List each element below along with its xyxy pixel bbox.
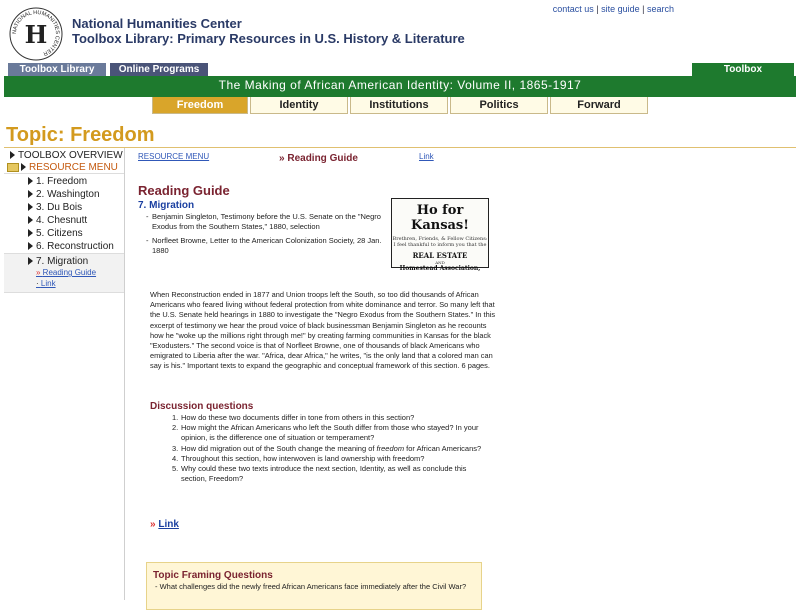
sidebar — [4, 148, 125, 600]
triangle-right-icon — [21, 163, 26, 171]
document-item — [146, 212, 384, 232]
question-text: Why could these two texts introduce the next section, Identity, as well as conclude this section, Freedom? — [181, 464, 467, 484]
triangle-right-icon — [28, 203, 33, 211]
nav-forward[interactable]: Forward — [550, 97, 648, 114]
question-text: How might the African Americans who left the South differ from those who stayed? In your opinion, is the difference one of situation or temperament? — [181, 423, 479, 443]
section-subheading: 7. Migration — [138, 200, 195, 211]
sidebar-item-label: 4. Chesnutt — [36, 215, 88, 226]
sidebar-item-label: 1. Freedom — [36, 176, 88, 187]
logo-ring-text: NATIONAL HUMANITIES CENTER — [11, 9, 61, 57]
triangle-right-icon — [28, 216, 33, 224]
question-text: How do these two documents differ in tone from others in this section? — [181, 413, 415, 422]
tab-online-programs[interactable]: Online Programs — [110, 63, 208, 76]
triangle-right-icon — [28, 177, 33, 185]
sidebar-resource-label: RESOURCE MENU — [29, 162, 118, 173]
sidebar-sub-label: Reading Guide — [42, 268, 97, 277]
framing-box — [146, 562, 482, 610]
question-item — [172, 413, 484, 423]
triangle-right-icon — [28, 242, 33, 250]
discussion-heading: Discussion questions — [150, 401, 254, 412]
double-arrow-icon: » — [150, 519, 159, 530]
question-item — [172, 444, 484, 454]
nav-institutions[interactable]: Institutions — [350, 97, 448, 114]
sidebar-item-washington[interactable] — [4, 188, 148, 201]
logo-letter: H — [24, 20, 48, 49]
tab-toolbox-library[interactable]: Toolbox Library — [8, 63, 106, 76]
question-number: 5. — [172, 464, 179, 474]
crumb-resource-menu[interactable]: RESOURCE MENU — [138, 152, 210, 161]
sidebar-overview-label: TOOLBOX OVERVIEW — [18, 150, 123, 161]
sidebar-item-chesnutt[interactable] — [4, 214, 148, 227]
intro-paragraph: When Reconstruction ended in 1877 and Union troops left the South, so too did thousands of African Americans who feared living without federal protection from white dominance and terror. So many left that the U.S. Senate held hearings in 1880 to investigate the "Negro Exodus from the Southern States." In this excerpt of testimony we hear the proud voice of black businessman Benjamin Singleton as he recounts how he "woke up the millions right through me!" by creating farming communities in Kansas for the black "Exodusters." The second voice is that of Norfleet Browne, one of thousands of black Americans who emigrated to Liberia after the war. "Africa, dear Africa," he writes, "is the only land that a colored man can say is his." Important texts to expand the geographic and conceptual framework of this section. 6 pages. — [150, 290, 496, 371]
question-text: How did migration out of the South change the meaning of — [181, 443, 377, 453]
sidebar-sub-reading-guide[interactable] — [36, 268, 96, 277]
question-list — [172, 413, 484, 484]
crumb-current-label: Reading Guide — [287, 153, 358, 164]
nav-politics[interactable]: Politics — [450, 97, 548, 114]
sidebar-sub-label: Link — [40, 279, 56, 288]
question-number: 3. — [172, 443, 179, 453]
page-title: Topic: Freedom — [6, 124, 155, 146]
framing-heading: Topic Framing Questions — [153, 570, 273, 581]
nhc-logo[interactable] — [8, 6, 64, 62]
contact-link[interactable]: contact us — [552, 4, 594, 14]
org-title — [72, 16, 465, 46]
poster-and: AND — [435, 260, 445, 265]
triangle-right-icon — [28, 257, 33, 265]
document-text: Benjamin Singleton, Testimony before the U.S. Senate on the "Negro Exodus from the Southern States," 1880, selection — [152, 212, 381, 231]
bullet-icon: · — [36, 279, 41, 288]
sidebar-item-label: 7. Migration — [36, 256, 89, 267]
sidebar-item-freedom[interactable] — [4, 175, 148, 188]
site-guide-link[interactable]: site guide — [601, 4, 640, 14]
tab-toolbox[interactable]: Toolbox — [692, 63, 794, 76]
ho-for-kansas-poster-image[interactable] — [391, 198, 489, 272]
sidebar-item-label: 2. Washington — [36, 189, 100, 200]
sidebar-divider — [4, 253, 124, 254]
top-links: contact us | site guide | search — [552, 4, 674, 14]
question-number: 2. — [172, 423, 179, 433]
framing-question-text: What challenges did the newly freed African Americans face immediately after the Civil War? — [159, 582, 467, 591]
dash-icon: - — [146, 236, 149, 245]
poster-title: Ho for Kansas! — [411, 203, 469, 233]
link-anchor[interactable] — [150, 519, 179, 530]
sidebar-item-migration[interactable] — [4, 255, 148, 268]
sidebar-divider — [4, 173, 124, 174]
volume-banner: The Making of African American Identity: Volume II, 1865-1917 — [4, 76, 796, 94]
question-text: for African Americans? — [404, 443, 482, 453]
triangle-right-icon — [28, 190, 33, 198]
sidebar-item-label: 3. Du Bois — [36, 202, 83, 213]
question-number: 1. — [172, 413, 179, 422]
org-subtitle[interactable]: Toolbox Library: Primary Resources in U.S. History & Literature — [72, 31, 465, 46]
crumb-link[interactable]: Link — [419, 152, 434, 161]
question-number: 4. — [172, 453, 179, 463]
document-text: Norfleet Browne, Letter to the American Colonization Society, 28 Jan. 1880 — [152, 236, 382, 255]
nav-identity[interactable]: Identity — [250, 97, 348, 114]
crumb-current — [279, 153, 358, 164]
poster-big-text: REAL ESTATE — [412, 251, 468, 260]
sidebar-sub-link[interactable] — [36, 279, 56, 288]
sidebar-item-citizens[interactable] — [4, 227, 148, 240]
link-label: Link — [158, 519, 179, 530]
question-item — [172, 464, 484, 484]
nav-freedom[interactable]: Freedom — [152, 97, 248, 114]
org-name[interactable]: National Humanities Center — [72, 16, 242, 31]
sidebar-item-label: 6. Reconstruction — [36, 241, 114, 252]
poster-line: Brethren, Friends, & Fellow Citizens: I feel thankful to inform you that the — [392, 236, 488, 248]
double-arrow-icon: » — [36, 268, 43, 277]
folder-icon — [7, 163, 19, 172]
framing-question: - What challenges did the newly freed African Americans face immediately after the Civil War? — [155, 582, 467, 591]
section-heading: Reading Guide — [138, 183, 230, 198]
question-emphasis: freedom — [376, 443, 405, 453]
search-link[interactable]: search — [646, 4, 674, 14]
triangle-right-icon — [10, 151, 15, 159]
sidebar-item-label: 5. Citizens — [36, 228, 83, 239]
sidebar-item-dubois[interactable] — [4, 201, 148, 214]
double-arrow-icon: » — [279, 153, 288, 164]
document-item — [146, 236, 384, 256]
sidebar-divider — [4, 292, 124, 293]
question-item — [172, 423, 484, 443]
poster-assoc: Homestead Association, — [399, 265, 481, 272]
sidebar-item-reconstruction[interactable] — [4, 240, 148, 253]
question-text: Throughout this section, how interwoven is land ownership with freedom? — [181, 453, 425, 463]
dash-icon: - — [146, 212, 149, 221]
triangle-right-icon — [28, 229, 33, 237]
question-item — [172, 454, 484, 464]
